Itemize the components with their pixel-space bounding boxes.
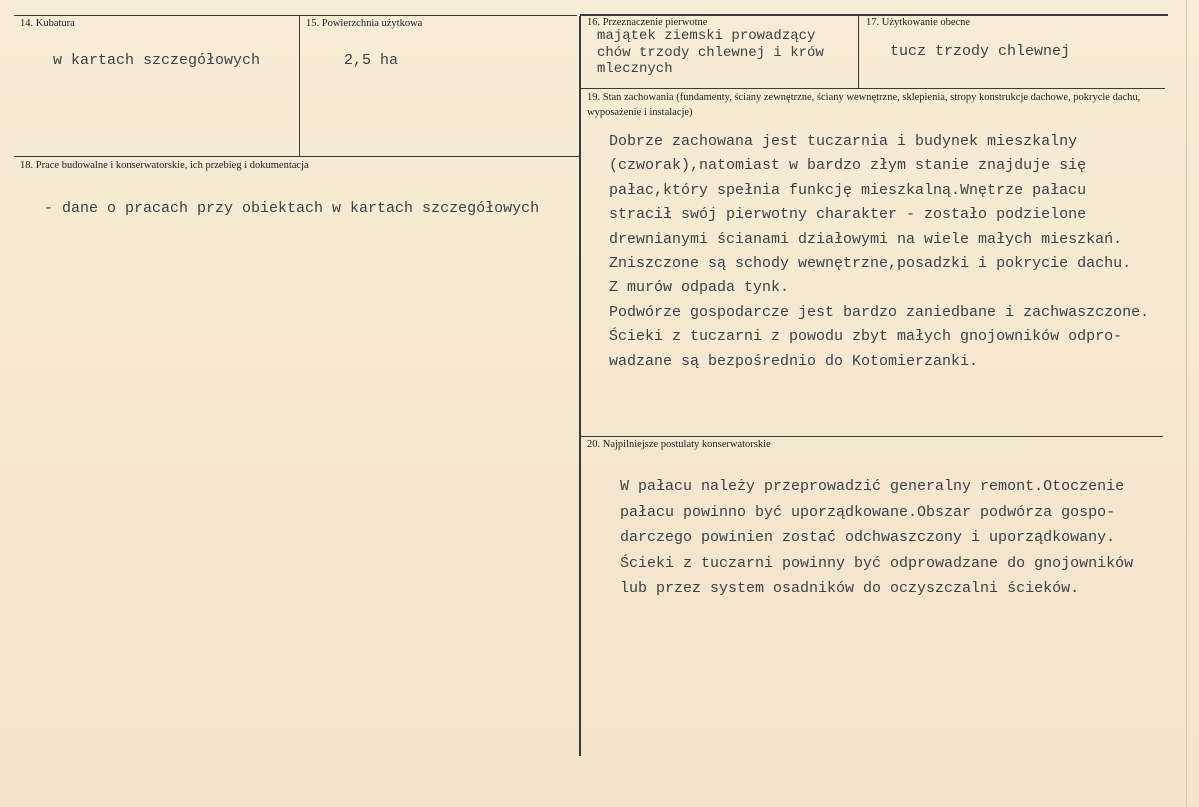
field-20-line: W pałacu należy przeprowadzić generalny remont.Otoczenie <box>620 478 1125 495</box>
field-14-label: 14. Kubatura <box>20 18 75 29</box>
rule-below-14-15 <box>14 156 579 157</box>
field-16-value <box>597 28 824 78</box>
divider-main-vertical <box>579 16 581 756</box>
field-18-label: 18. Prace budowalne i konserwatorskie, ich przebieg i dokumentacja <box>20 160 309 171</box>
field-17-value: tucz trzody chlewnej <box>890 43 1071 60</box>
field-15-value: 2,5 ha <box>344 52 399 69</box>
field-19-line: (czworak),natomiast w bardzo złym stanie znajduje się <box>609 157 1087 175</box>
field-19-line: Dobrze zachowana jest tuczarnia i budynek mieszkalny <box>609 133 1078 150</box>
field-20-value <box>620 474 1133 602</box>
field-19-line: pałac,który spełnia funkcję mieszkalną.Wnętrze pałacu <box>609 181 1087 199</box>
top-rule-left <box>14 15 577 16</box>
field-19-value <box>609 130 1149 374</box>
field-19-line: stracił swój pierwotny charakter - zostało podzielone <box>609 206 1087 224</box>
field-16-label: 16. Przeznaczenie pierwotne <box>587 17 708 28</box>
field-17-label: 17. Użytkowanie obecne <box>866 17 971 28</box>
field-15-label: 15. Powierzchnia użytkowa <box>306 18 423 29</box>
rule-above-20 <box>581 436 1163 437</box>
field-19-line: Podwórze gospodarcze jest bardzo zaniedbane i zachwaszczone. <box>609 303 1150 321</box>
divider-16-17 <box>858 16 859 88</box>
divider-14-15 <box>299 16 300 156</box>
field-19-line: Zniszczone są schody wewnętrzne,posadzki i pokrycie dachu. <box>609 254 1132 272</box>
field-20-line: pałacu powinno być uporządkowane.Obszar podwórza gospo- <box>620 503 1116 521</box>
field-19-line: Z murów odpada tynk. <box>609 279 790 297</box>
field-18-value: - dane o pracach przy obiektach w kartach szczegółowych <box>44 200 540 217</box>
field-14-value: w kartach szczegółowych <box>53 52 261 69</box>
rule-below-16-17 <box>581 88 1165 89</box>
field-16-line: chów trzody chlewnej i krów <box>597 44 824 61</box>
top-rule-right <box>580 14 1168 16</box>
field-20-line: darczego powinien zostać odchwaszczony i uporządkowany. <box>620 529 1116 546</box>
field-19-label: 19. Stan zachowania (fundamenty, ściany zewnętrzne, ściany wewnętrzne, sklepienia, stropy konstrukcje dachowe, pokrycie dachu, wyposażenie i instalacje) <box>587 92 1141 118</box>
field-19-line: wadzane są bezpośrednio do Kotomierzanki. <box>609 352 979 370</box>
field-16-line: majątek ziemski prowadzący <box>597 28 816 44</box>
field-16-line: mlecznych <box>597 61 673 77</box>
field-20-label: 20. Najpilniejsze postulaty konserwatorskie <box>587 439 771 450</box>
field-20-line: lub przez system osadników do oczyszczalni ścieków. <box>620 580 1080 597</box>
field-19-line: Ścieki z tuczarni z powodu zbyt małych gnojowników odpro- <box>609 328 1123 346</box>
field-20-line: Ścieki z tuczarni powinny być odprowadzane do gnojowników <box>620 554 1134 572</box>
card-right-edge <box>1186 0 1187 807</box>
field-19-line: drewnianymi ścianami działowymi na wiele małych mieszkań. <box>609 230 1123 248</box>
